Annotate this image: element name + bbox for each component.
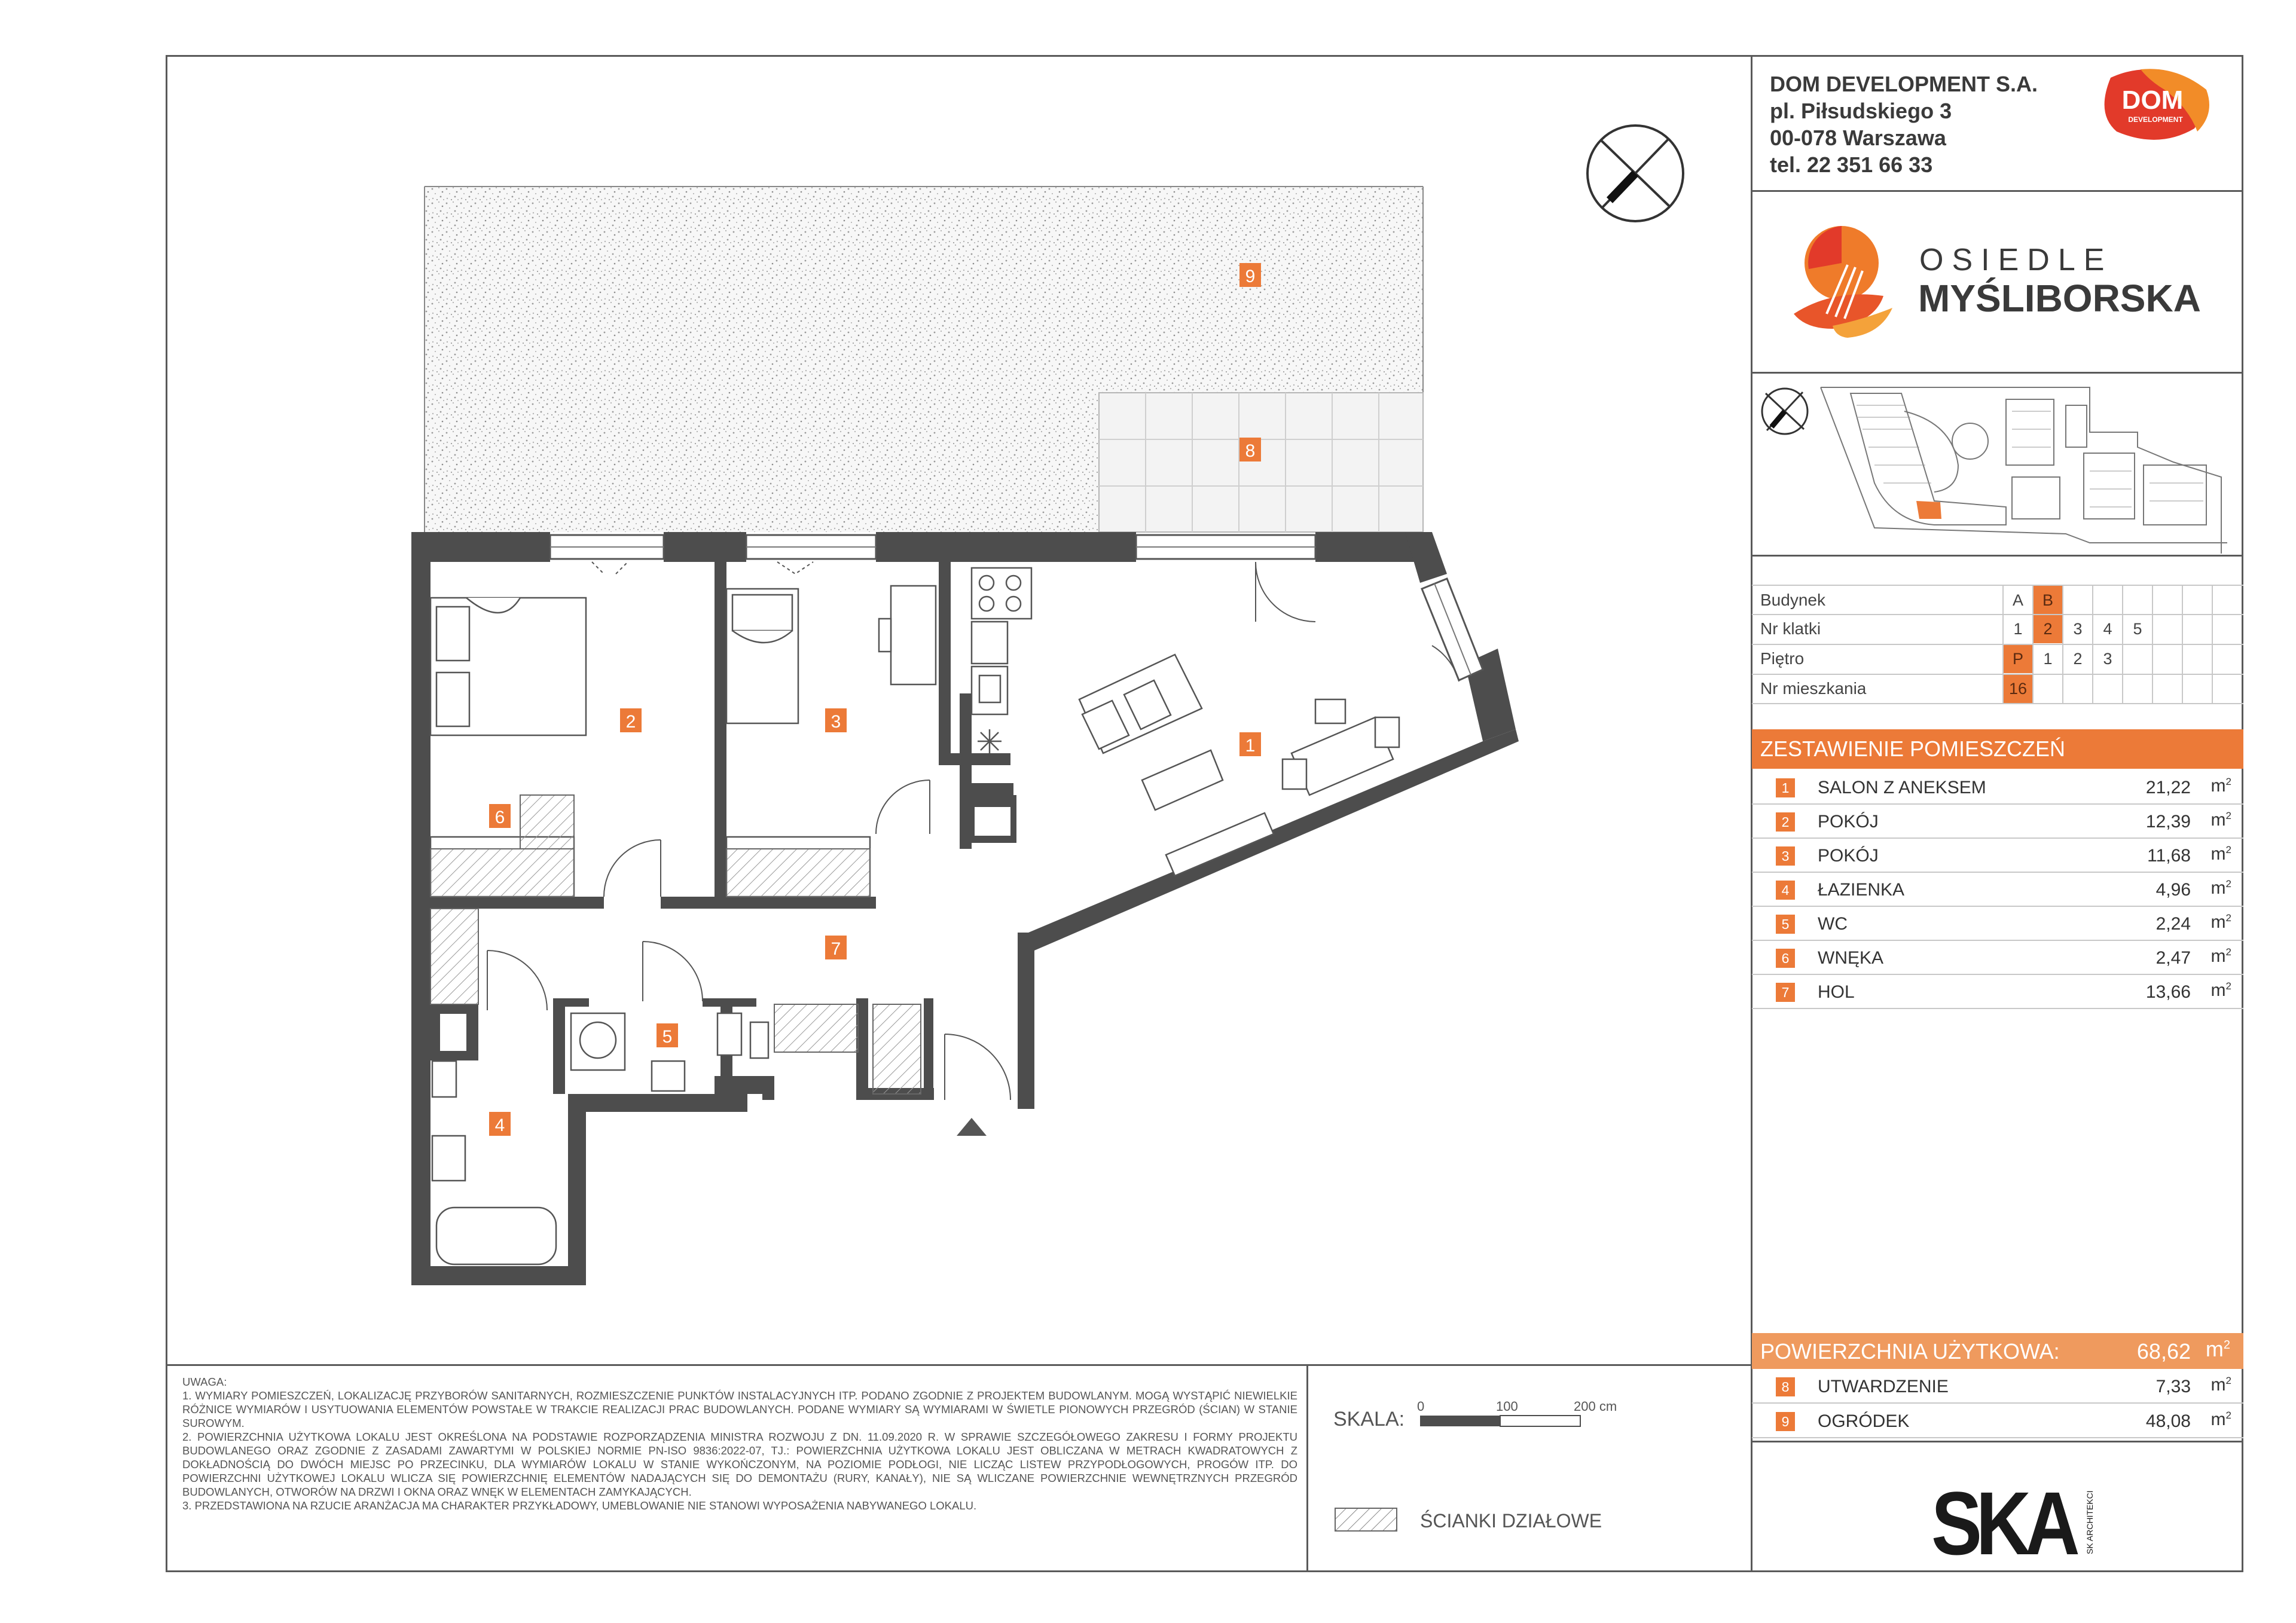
pietro-1: 1 [2043, 650, 2053, 668]
room-number: 6 [1776, 949, 1795, 968]
pietro-p-selected: P [2003, 644, 2033, 673]
keyplan-divider [1751, 555, 2243, 557]
room-name: POKÓJ [1818, 812, 1879, 832]
terrace-paving [1099, 393, 1423, 532]
extra-unit: $m^2$ [2210, 1410, 2231, 1429]
key-plan [1755, 375, 2242, 554]
room-area: 2,24 [2155, 914, 2191, 934]
note-item: 1. WYMIARY POMIESZCZEŃ, LOKALIZACJĘ PRZYBORÓW SANITARNYCH, ROZMIESZCZENIE PUNKTÓW INSTALACYJNYCH ITP. PODANO ZGODNIE Z PROJEKTEM BUDOWLANYM. MOGĄ WYSTĄPIĆ NIEWIELKIE RÓŻNICE WYMIARÓW I USYTUOWANIA ELEMENTÓW POWSTAŁE W TRAKCIE REALIZACJI PRAC BUDOWLANYCH. PODANE WYMIARY SĄ WYMIARAMI W ŚWIETLE PIONOWYCH PRZEGRÓD (ŚCIAN) W STANIE SUROWYM. [182, 1389, 1297, 1429]
scale-bar [1420, 1414, 1584, 1429]
total-area-value: 68,62 [2136, 1339, 2191, 1364]
room-unit: $m^2$ [2210, 776, 2231, 796]
extra-area: 48,08 [2145, 1411, 2191, 1431]
room-unit: $m^2$ [2210, 878, 2231, 898]
room-label-2: 2 [625, 712, 636, 732]
project-divider [1751, 372, 2243, 374]
rooms-title: ZESTAWIENIE POMIESZCZEŃ [1760, 736, 2066, 761]
room-name: WNĘKA [1818, 948, 1884, 968]
osiedle-logo-mark [1785, 218, 1904, 344]
partition-wall-legend-label: ŚCIANKI DZIAŁOWE [1420, 1510, 1602, 1532]
project-name-line2: MYŚLIBORSKA [1918, 277, 2201, 320]
klatka-5: 5 [2133, 620, 2142, 638]
note-item: 3. PRZEDSTAWIONA NA RZUCIE ARANŻACJA MA CHARAKTER PRZYKŁADOWY, UMEBLOWANIE NIE STANOWI WYPOSAŻENIA NABYWANEGO LOKALU. [182, 1499, 977, 1512]
site-outline [1821, 387, 2227, 554]
note-item: 2. POWIERZCHNIA UŻYTKOWA LOKALU JEST OKREŚLONA NA PODSTAWIE ROZPORZĄDZENIA MINISTRA ROZWOJU Z DN. 11.09.2020 R. W SPRAWIE SZCZEGÓŁOWEGO ZAKRESU I FORMY PROJEKTU BUDOWLANEGO ORAZ ZGODNIE Z ZASADAMI ZAWARTYMI W POLSKIEJ NORMIE PN-ISO 9836:2022-07, TJ.: POWIERZCHNIA UŻYTKOWA LOKALU JEST OBLICZANA W METRACH KWADRATOWYCH Z DOKŁADNOŚCIĄ DO DWÓCH MIEJSC PO PRZECINKU, DLA WYMIARÓW LOKALU W STANIE WYKOŃCZONYM, NA POZIOMIE PODŁOGI, NIE LICZĄC LISTEW PRZYPODŁOGOWYCH, PROGÓW ITP. DO POWIERZCHNI UŻYTKOWEJ LOKALU WLICZA SIĘ POWIERZCHNIĘ ELEMENTÓW NADAJĄCYCH SIĘ DO DEMONTAŻU (RURY, KANAŁY), NIE SĄ WLICZANE POWIERZCHNIE WEWNĘTRZNYCH PRZEGRÓD BUDOWLANYCH, OTWORÓW NA DRZWI I OKNA ORAZ WNĘK W ELEMENTACH ZAMYKAJĄCYCH. [182, 1431, 1297, 1498]
room-label-7: 7 [831, 939, 841, 959]
total-area-bar [1752, 1333, 2243, 1369]
floor-plan [407, 179, 1543, 1315]
room-area: 21,22 [2145, 778, 2191, 797]
extra-name: UTWARDZENIE [1818, 1377, 1949, 1396]
row-budynek-label: Budynek [1760, 591, 1825, 609]
row-klatka-label: Nr klatki [1760, 619, 1821, 638]
pietro-2: 2 [2073, 650, 2083, 668]
mieszkanie-16-selected: 16 [2003, 674, 2033, 703]
rooms-header [1752, 729, 2243, 769]
room-name: WC [1818, 914, 1848, 934]
room-row [1752, 805, 2243, 839]
notes-block [182, 1375, 1297, 1512]
budynek-a: A [2012, 591, 2023, 609]
room-name: SALON Z ANEKSEM [1818, 778, 1986, 797]
room-number: 5 [1776, 915, 1795, 934]
notes-title: UWAGA: [182, 1376, 227, 1388]
ska-logo-text: SKA [1931, 1483, 2074, 1560]
total-area-unit: $m^2$ [2205, 1337, 2230, 1361]
project-name-line1: OSIEDLE [1919, 243, 2113, 277]
room-number: 1 [1776, 778, 1795, 797]
notes-divider [166, 1364, 1752, 1366]
keyplan-compass-icon [1762, 389, 1808, 434]
room-area: 12,39 [2145, 812, 2191, 832]
total-area-label: POWIERZCHNIA UŻYTKOWA: [1760, 1339, 2060, 1364]
klatka-2-selected: 2 [2033, 615, 2063, 643]
room-label-5: 5 [662, 1027, 673, 1047]
room-unit: $m^2$ [2210, 844, 2231, 864]
room-number: 3 [1776, 846, 1795, 866]
dom-development-logo [2093, 66, 2218, 143]
room-number: 7 [1776, 983, 1795, 1002]
klatka-4: 4 [2103, 620, 2112, 638]
company-name: DOM DEVELOPMENT S.A. [1770, 72, 2038, 96]
budynek-b-selected: B [2033, 586, 2063, 615]
scale-label: SKALA: [1333, 1408, 1405, 1431]
company-city: 00-078 Warszawa [1770, 126, 1946, 150]
company-divider [1751, 190, 2243, 192]
room-row [1752, 907, 2243, 941]
room-number: 2 [1776, 812, 1795, 832]
scale-tick-100: 100 [1496, 1399, 1518, 1414]
dom-logo-subtext: DEVELOPMENT [2128, 115, 2183, 124]
scale-tick-0: 0 [1417, 1399, 1425, 1414]
room-name: ŁAZIENKA [1818, 880, 1905, 900]
extra-number: 9 [1776, 1412, 1795, 1431]
north-compass-icon [1578, 117, 1692, 230]
room-unit: $m^2$ [2210, 980, 2231, 1000]
extra-unit: $m^2$ [2210, 1375, 2231, 1395]
room-row [1752, 976, 2243, 1009]
ska-architekci-logo [1931, 1483, 2111, 1560]
extra-row [1752, 1370, 2243, 1404]
klatka-1: 1 [2013, 620, 2023, 638]
pietro-3: 3 [2103, 650, 2112, 668]
room-area: 13,66 [2145, 982, 2191, 1002]
extra-row [1752, 1405, 2243, 1438]
room-row [1752, 873, 2243, 907]
room-label-1: 1 [1245, 736, 1256, 756]
company-block [1770, 71, 2038, 178]
room-label-3: 3 [831, 712, 841, 732]
room-name: POKÓJ [1818, 846, 1879, 866]
scale-tick-200: 200 cm [1574, 1399, 1617, 1414]
room-label-9: 9 [1245, 267, 1256, 286]
row-mieszkanie-label: Nr mieszkania [1760, 679, 1867, 698]
room-row [1752, 942, 2243, 975]
room-area: 4,96 [2155, 880, 2191, 900]
partition-wall-legend-swatch [1335, 1508, 1397, 1532]
room-number: 4 [1776, 881, 1795, 900]
location-table-grid [1752, 585, 2243, 704]
room-row [1752, 839, 2243, 873]
room-unit: $m^2$ [2210, 810, 2231, 830]
row-pietro-label: Piętro [1760, 649, 1805, 668]
klatka-3: 3 [2073, 620, 2083, 638]
company-street: pl. Piłsudskiego 3 [1770, 99, 1952, 123]
dom-logo-text: DOM [2121, 85, 2184, 115]
apartment-location-marker [1916, 501, 1941, 519]
entrance-arrow-icon [957, 1118, 987, 1136]
extra-name: OGRÓDEK [1818, 1411, 1910, 1431]
company-phone: tel. 22 351 66 33 [1770, 152, 1933, 177]
extra-area: 7,33 [2155, 1377, 2191, 1396]
room-area: 11,68 [2147, 846, 2191, 866]
room-label-8: 8 [1245, 441, 1256, 461]
room-area: 2,47 [2155, 948, 2191, 968]
room-name: HOL [1818, 982, 1855, 1002]
ska-logo-subtext: SK ARCHITEKCI [2085, 1490, 2095, 1554]
room-unit: $m^2$ [2210, 912, 2231, 932]
room-row [1752, 771, 2243, 805]
room-label-6: 6 [494, 808, 505, 827]
room-label-4: 4 [494, 1115, 505, 1135]
extras-divider [1751, 1441, 2243, 1442]
notes-scale-divider [1306, 1364, 1308, 1572]
extra-number: 8 [1776, 1377, 1795, 1396]
room-unit: $m^2$ [2210, 946, 2231, 966]
